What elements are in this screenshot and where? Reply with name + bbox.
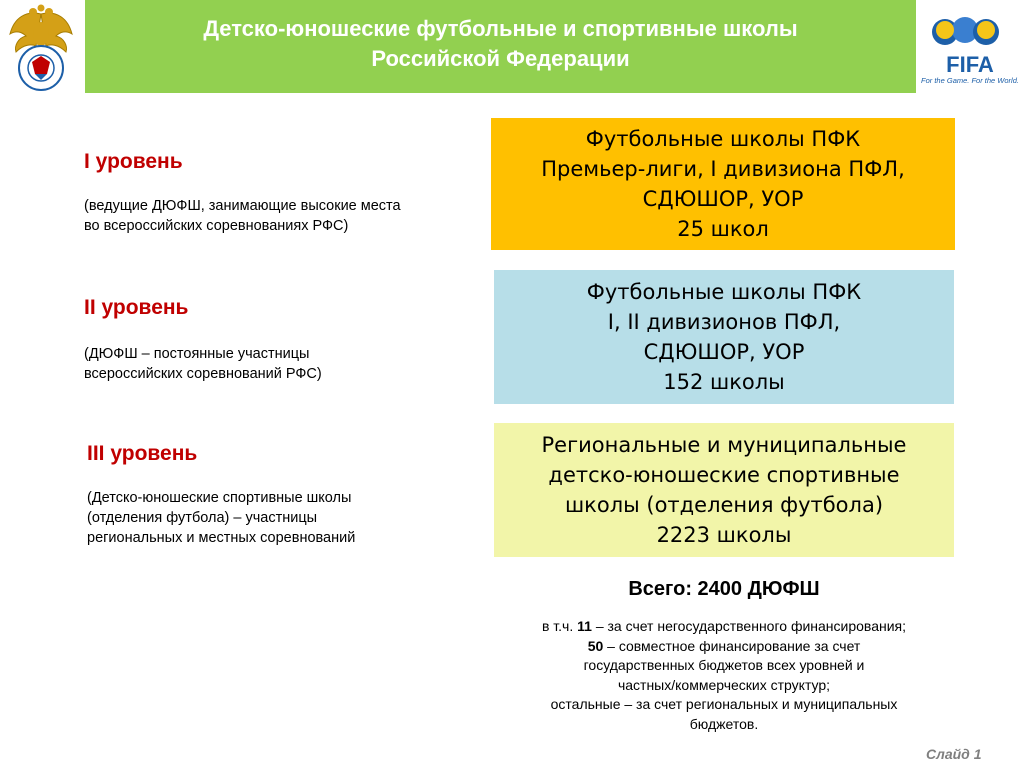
notes-line: бюджетов. — [689, 715, 759, 732]
level-3-desc-line: (отделения футбола) – участницы — [87, 510, 318, 526]
level-2-description — [84, 344, 322, 384]
level-1-box — [491, 118, 955, 250]
level-2-desc-line: всероссийских соревнований РФС) — [84, 366, 322, 382]
level-3-desc-line: региональных и местных соревнований — [87, 530, 356, 546]
total-heading: Всего: 2400 ДЮФШ — [628, 578, 820, 600]
level-1-desc-line: во всероссийских соревнованиях РФС) — [84, 218, 349, 234]
level-2-box-line: СДЮШОР, УОР — [643, 340, 805, 364]
page-title — [85, 14, 916, 74]
level-2-title: II уровень — [84, 296, 189, 319]
level-1-box-line: Премьер-лиги, I дивизиона ПФЛ, — [541, 157, 905, 181]
header-banner — [85, 0, 916, 93]
notes-line: частных/коммерческих структур; — [617, 676, 831, 693]
notes-line — [474, 637, 974, 657]
notes-text: – совместное финансирование за счет — [603, 637, 861, 654]
notes-line: остальные – за счет региональных и муниципальных — [550, 696, 898, 712]
rfu-emblem-logo — [6, 4, 76, 96]
notes-number-11: 11 — [577, 618, 592, 634]
slide-number: Слайд 1 — [926, 746, 982, 762]
level-1-box-line: СДЮШОР, УОР — [642, 187, 804, 211]
title-line: Российской Федерации — [371, 46, 630, 71]
level-3-box-line: Региональные и муниципальные — [541, 433, 907, 457]
fifa-tagline: For the Game. For the World. — [921, 76, 1019, 85]
level-2-desc-line: (ДЮФШ – постоянные участницы — [84, 346, 310, 362]
fifa-wordmark: FIFA — [946, 52, 994, 76]
level-3-box — [494, 423, 954, 557]
level-2-box — [494, 270, 954, 404]
level-2-box-line: I, II дивизионов ПФЛ, — [607, 310, 841, 334]
notes-text: – за счет негосударственного финансирования; — [591, 618, 907, 634]
level-1-desc-line: (ведущие ДЮФШ, занимающие высокие места — [84, 198, 401, 214]
level-3-box-count: 2223 школы — [656, 523, 792, 547]
notes-line — [474, 617, 974, 637]
funding-notes — [474, 617, 974, 734]
level-3-desc-line: (Детско-юношеские спортивные школы — [87, 490, 352, 506]
level-1-box-count: 25 школ — [677, 217, 769, 241]
notes-number-50: 50 — [587, 637, 604, 654]
level-1-description — [84, 196, 401, 236]
notes-prefix: в т.ч. — [541, 618, 578, 634]
level-3-box-line: школы (отделения футбола) — [564, 493, 884, 517]
level-1-title: I уровень — [84, 150, 183, 173]
level-3-title: III уровень — [87, 442, 198, 465]
level-2-box-line: Футбольные школы ПФК — [586, 280, 862, 304]
level-3-box-line: детско-юношеские спортивные — [548, 463, 900, 487]
level-1-box-line: Футбольные школы ПФК — [585, 127, 861, 151]
notes-line: государственных бюджетов всех уровней и — [583, 657, 865, 673]
level-2-box-count: 152 школы — [663, 370, 785, 394]
title-line: Детско-юношеские футбольные и спортивные школы — [203, 16, 798, 41]
level-3-description — [87, 488, 355, 548]
fifa-logo — [918, 6, 1022, 90]
